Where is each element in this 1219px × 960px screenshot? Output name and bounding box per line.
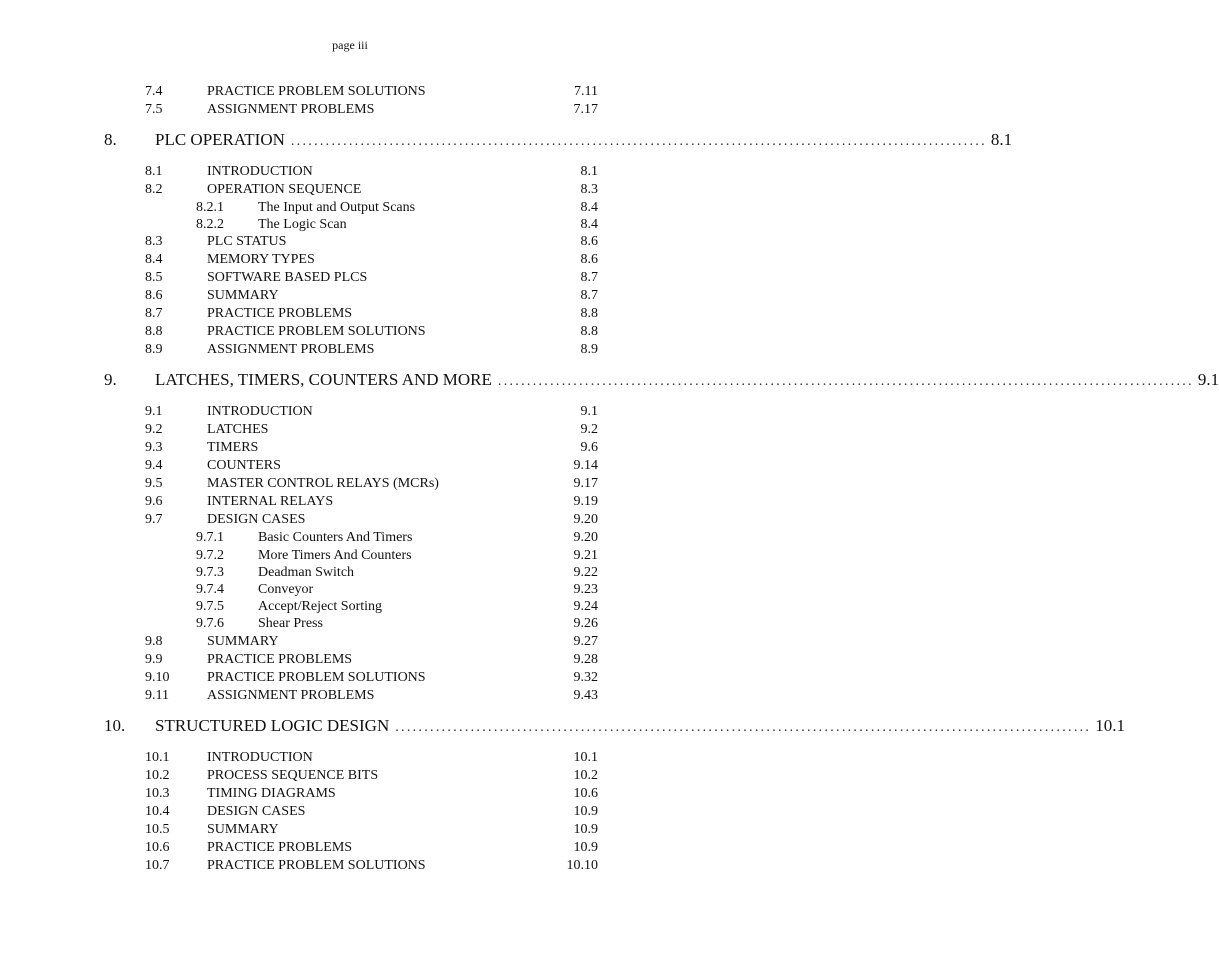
toc-section-entry[interactable] (0, 403, 700, 421)
chapter-title: PLC OPERATION (155, 130, 285, 149)
entry-number: 10.3 (145, 785, 170, 801)
chapter-page-number: 10.1 (1095, 715, 1125, 735)
entry-page-number: 10.9 (573, 839, 598, 855)
entry-page-number: 9.2 (580, 422, 598, 438)
toc-section-entry[interactable] (0, 83, 700, 101)
entry-page-number: 8.9 (580, 342, 598, 358)
entry-page-number: 9.22 (573, 564, 598, 580)
entry-title: PRACTICE PROBLEM SOLUTIONS (207, 669, 426, 685)
entry-number: 9.7 (145, 512, 163, 528)
toc-section-entry[interactable] (0, 457, 700, 475)
entry-page-number: 9.23 (573, 582, 598, 597)
entry-number: 8.9 (145, 342, 163, 358)
entry-number: 8.2 (145, 182, 163, 197)
toc-section-entry[interactable] (0, 749, 700, 767)
entry-title: DESIGN CASES (207, 803, 306, 819)
entry-title: PRACTICE PROBLEMS (207, 839, 353, 855)
entry-title: INTRODUCTION (207, 749, 313, 765)
entry-page-number: 9.43 (573, 687, 598, 703)
entry-number: 10.5 (145, 821, 170, 837)
dot-leader: ........................................................................................................................ (290, 134, 987, 149)
entry-page-number: 9.26 (573, 616, 598, 632)
entry-title: PRACTICE PROBLEMS (207, 651, 353, 667)
toc-section-entry[interactable] (0, 857, 700, 875)
toc-section-entry[interactable] (0, 687, 700, 705)
toc-section-entry[interactable] (0, 669, 700, 687)
toc-subsection-entry[interactable] (0, 598, 700, 616)
chapter-number: 10. (104, 715, 126, 735)
entry-number: 8.7 (145, 306, 163, 322)
entry-title: SUMMARY (207, 633, 279, 649)
entry-title: SUMMARY (207, 821, 279, 837)
entry-number: 8.2.1 (196, 200, 224, 215)
toc-section-entry[interactable] (0, 287, 700, 305)
entry-title: MEMORY TYPES (207, 252, 315, 268)
entry-number: 8.6 (145, 288, 163, 304)
chapter-leader-line (155, 715, 1125, 739)
entry-number: 7.4 (145, 84, 163, 99)
entry-page-number: 10.10 (566, 857, 598, 873)
entry-number: 7.5 (145, 102, 163, 117)
entry-number: 8.8 (145, 324, 163, 340)
toc-subsection-entry[interactable] (0, 529, 700, 547)
toc-section-entry[interactable] (0, 493, 700, 511)
toc-section-entry[interactable] (0, 439, 700, 457)
toc-section-entry[interactable] (0, 785, 700, 803)
toc-section-entry[interactable] (0, 305, 700, 323)
entry-title: TIMERS (207, 440, 259, 456)
entry-number: 9.10 (145, 669, 170, 685)
chapter-number: 9. (104, 370, 117, 390)
entry-number: 9.3 (145, 440, 163, 456)
toc-section-entry[interactable] (0, 323, 700, 341)
entry-title: PROCESS SEQUENCE BITS (207, 767, 379, 783)
entry-title: INTERNAL RELAYS (207, 494, 334, 510)
entry-page-number: 10.6 (573, 785, 598, 801)
entry-page-number: 9.27 (573, 633, 598, 649)
entry-title: SOFTWARE BASED PLCS (207, 270, 368, 286)
entry-title: Conveyor (258, 582, 314, 597)
chapter-title: LATCHES, TIMERS, COUNTERS AND MORE (155, 370, 492, 390)
chapter-page-number: 9.1 (1197, 370, 1219, 390)
entry-page-number: 9.20 (573, 530, 598, 546)
toc-subsection-entry[interactable] (0, 199, 700, 217)
entry-number: 9.5 (145, 476, 163, 492)
entry-title: LATCHES (207, 422, 269, 438)
toc-subsection-entry[interactable] (0, 615, 700, 633)
toc-section-entry[interactable] (0, 181, 700, 199)
entry-number: 9.9 (145, 651, 163, 667)
toc-section-entry[interactable] (0, 803, 700, 821)
entry-title: PLC STATUS (207, 234, 287, 250)
entry-page-number: 8.8 (580, 306, 598, 322)
entry-number: 10.2 (145, 767, 170, 783)
entry-page-number: 8.4 (580, 200, 598, 215)
entry-number: 10.1 (145, 749, 170, 765)
entry-page-number: 8.6 (580, 252, 598, 268)
entry-title: SUMMARY (207, 288, 279, 304)
entry-page-number: 10.2 (573, 767, 598, 783)
entry-title: ASSIGNMENT PROBLEMS (207, 342, 375, 358)
entry-number: 9.7.1 (196, 530, 224, 546)
entry-number: 8.1 (145, 164, 163, 179)
toc-section-entry[interactable] (0, 421, 700, 439)
entry-page-number: 9.17 (573, 476, 598, 492)
entry-number: 9.7.6 (196, 616, 224, 632)
entry-page-number: 8.8 (580, 324, 598, 340)
toc-subsection-entry[interactable] (0, 216, 700, 234)
entry-number: 9.7.5 (196, 599, 224, 615)
entry-page-number: 10.9 (573, 803, 598, 819)
entry-number: 9.2 (145, 422, 163, 438)
toc-section-entry[interactable] (0, 821, 700, 839)
entry-page-number: 9.19 (573, 494, 598, 510)
entry-page-number: 7.17 (573, 102, 598, 117)
toc-section-entry[interactable] (0, 767, 700, 785)
entry-number: 9.7.3 (196, 564, 224, 580)
entry-page-number: 9.20 (573, 512, 598, 528)
entry-title: Deadman Switch (258, 564, 355, 580)
entry-title: Accept/Reject Sorting (258, 599, 383, 615)
entry-page-number: 10.9 (573, 821, 598, 837)
toc-chapter-heading[interactable] (0, 715, 1125, 737)
entry-title: INTRODUCTION (207, 164, 313, 179)
page-header: page iii (332, 38, 368, 52)
entry-title: COUNTERS (207, 458, 281, 474)
entry-page-number: 8.6 (580, 234, 598, 250)
entry-title: PRACTICE PROBLEM SOLUTIONS (207, 84, 426, 99)
entry-page-number: 9.32 (573, 669, 598, 685)
chapter-leader-line (155, 369, 1219, 393)
toc-subsection-entry[interactable] (0, 564, 700, 582)
toc-section-entry[interactable] (0, 511, 700, 529)
toc-section-entry[interactable] (0, 839, 700, 857)
chapter-number: 8. (104, 130, 117, 149)
entry-number: 8.4 (145, 252, 163, 268)
entry-number: 10.7 (145, 857, 170, 873)
dot-leader: ........................................................................................................................ (497, 374, 1194, 390)
entry-page-number: 9.24 (573, 599, 598, 615)
dot-leader: ........................................................................................................................ (395, 719, 1092, 735)
entry-title: PRACTICE PROBLEM SOLUTIONS (207, 857, 426, 873)
entry-title: MASTER CONTROL RELAYS (MCRs) (207, 476, 439, 492)
toc-subsection-entry[interactable] (0, 547, 700, 565)
entry-page-number: 8.4 (580, 217, 598, 233)
entry-title: INTRODUCTION (207, 404, 313, 420)
entry-title: The Logic Scan (258, 217, 347, 233)
entry-title: Shear Press (258, 616, 323, 632)
entry-page-number: 9.14 (573, 458, 598, 474)
entry-number: 8.5 (145, 270, 163, 286)
entry-page-number: 8.3 (580, 182, 598, 197)
entry-title: The Input and Output Scans (258, 200, 416, 215)
entry-number: 9.6 (145, 494, 163, 510)
entry-number: 10.4 (145, 803, 170, 819)
toc-section-entry[interactable] (0, 475, 700, 493)
entry-number: 10.6 (145, 839, 170, 855)
entry-title: Basic Counters And Timers (258, 530, 413, 546)
toc-section-entry[interactable] (0, 269, 700, 287)
toc-section-entry[interactable] (0, 341, 700, 359)
entry-number: 9.7.2 (196, 547, 224, 563)
entry-page-number: 8.7 (580, 270, 598, 286)
entry-page-number: 9.6 (580, 440, 598, 456)
entry-number: 9.11 (145, 687, 169, 703)
toc-section-entry[interactable] (0, 233, 700, 251)
toc-section-entry[interactable] (0, 163, 700, 181)
entry-page-number: 9.1 (580, 404, 598, 420)
toc-section-entry[interactable] (0, 651, 700, 669)
toc-section-entry[interactable] (0, 633, 700, 651)
entry-title: PRACTICE PROBLEM SOLUTIONS (207, 324, 426, 340)
entry-title: More Timers And Counters (258, 547, 412, 563)
entry-number: 9.1 (145, 404, 163, 420)
entry-page-number: 10.1 (573, 749, 598, 765)
entry-number: 9.4 (145, 458, 163, 474)
toc-chapter-heading[interactable] (0, 369, 1219, 391)
chapter-title: STRUCTURED LOGIC DESIGN (155, 715, 390, 735)
chapter-page-number: 8.1 (990, 130, 1013, 149)
entry-title: TIMING DIAGRAMS (207, 785, 336, 801)
entry-number: 8.2.2 (196, 217, 224, 233)
entry-title: DESIGN CASES (207, 512, 306, 528)
entry-number: 9.8 (145, 633, 163, 649)
entry-number: 8.3 (145, 234, 163, 250)
entry-page-number: 9.28 (573, 651, 598, 667)
entry-title: OPERATION SEQUENCE (207, 182, 362, 197)
toc-section-entry[interactable] (0, 101, 700, 119)
entry-title: ASSIGNMENT PROBLEMS (207, 102, 375, 117)
entry-title: ASSIGNMENT PROBLEMS (207, 687, 375, 703)
entry-page-number: 9.21 (573, 547, 598, 563)
entry-page-number: 8.1 (580, 164, 598, 179)
toc-chapter-heading[interactable] (0, 129, 1013, 151)
toc-section-entry[interactable] (0, 251, 700, 269)
chapter-leader-line (155, 129, 1013, 153)
entry-page-number: 8.7 (580, 288, 598, 304)
toc-subsection-entry[interactable] (0, 581, 700, 599)
entry-title: PRACTICE PROBLEMS (207, 306, 353, 322)
entry-page-number: 7.11 (574, 84, 598, 99)
entry-number: 9.7.4 (196, 582, 224, 597)
